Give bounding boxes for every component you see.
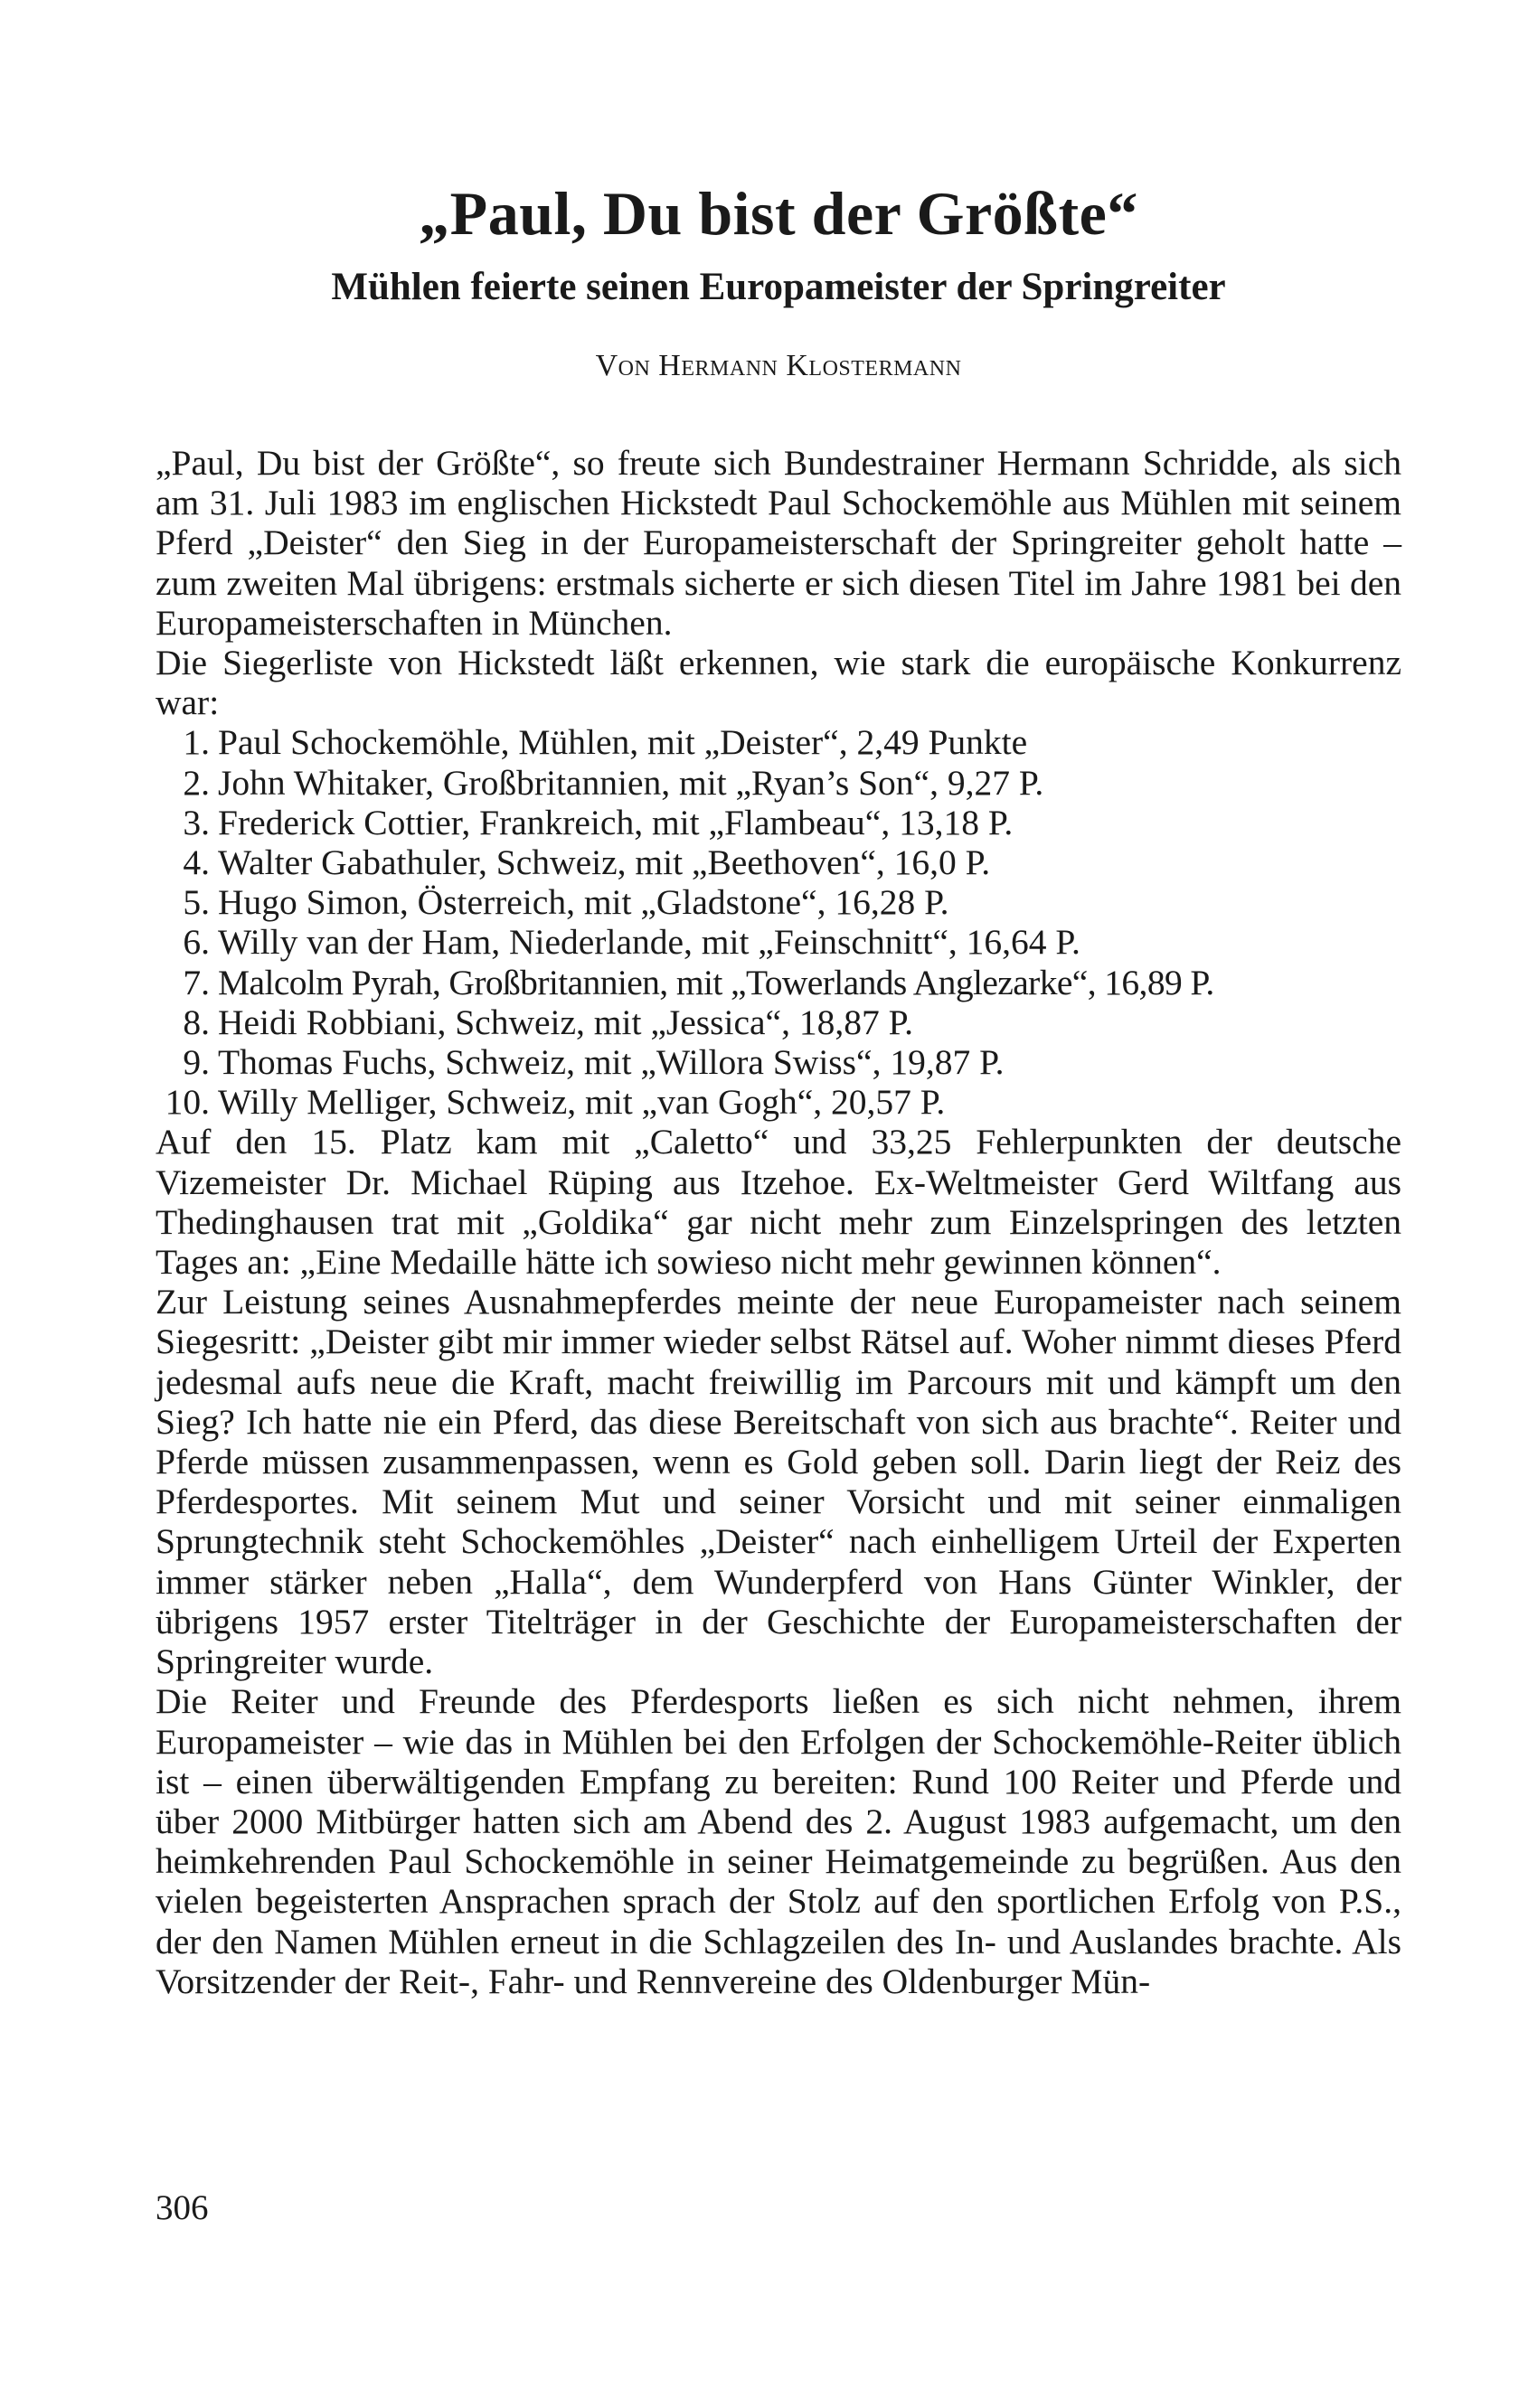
result-text: Heidi Robbiani, Schweiz, mit „Jessica“, 18,87 P. [218,1002,914,1042]
reception-paragraph: Die Reiter und Freunde des Pferdesports ließen es sich nicht nehmen, ihrem Europameister – wie das in Mühlen bei den Erfolgen der Schockemöhle-Reiter üblich ist – einen überwältigenden Empfang zu bereiten: Rund 100 Reiter und Pferde und über 2000 Mitbürger hatten sich am Abend des 2. August 1983 aufgemacht, um den heimkehrenden Paul Schockemöhle in seiner Heimatgemeinde zu begrüßen. Aus den vielen begeisterten Ansprachen sprach der Stolz auf den sportlichen Erfolg von P.S., der den Namen Mühlen erneut in die Schlagzeilen des In- und Auslandes brachte. Als Vorsitzender der Reit-, Fahr- und Rennvereine des Oldenburger Mün- [156,1681,1401,2001]
result-rank: 2. [183,762,210,803]
result-rank: 4. [183,842,210,883]
article-byline: Von Hermann Klostermann [595,349,962,382]
article-body [156,443,1401,2001]
result-text: Malcolm Pyrah, Großbritannien, mit „Towerlands Anglezarke“, 16,89 P. [218,962,1214,1002]
result-rank: 10. [165,1082,210,1123]
list-item [156,922,1401,962]
list-item [156,803,1401,842]
page-number: 306 [156,2188,209,2227]
result-rank: 3. [183,802,210,842]
intro-paragraph: „Paul, Du bist der Größte“, so freute sich Bundestrainer Hermann Schridde, als sich am 31. Juli 1983 im englischen Hickstedt Paul Schockemöhle aus Mühlen mit seinem Pferd „Deister“ den Sieg in der Europameisterschaft der Springreiter geholt hatte – zum zweiten Mal übrigens: erstmals sicherte er sich diesen Titel im Jahre 1981 bei den Europameisterschaften in München. [156,443,1401,643]
result-text: Willy Melliger, Schweiz, mit „van Gogh“, 20,57 P. [218,1082,946,1123]
result-text: Paul Schockemöhle, Mühlen, mit „Deister“, 2,49 Punkte [218,722,1028,763]
result-rank: 9. [183,1042,210,1083]
placement-paragraph: Auf den 15. Platz kam mit „Caletto“ und 33,25 Fehlerpunkten der deutsche Vizemeister Dr. Michael Rüping aus Itzehoe. Ex-Weltmeister Gerd Wiltfang aus Thedinghausen trat mit „Goldika“ gar nicht mehr zum Einzelspringen des letzten Tages an: „Eine Medaille hätte ich sowieso nicht mehr gewinnen können“. [156,1122,1401,1283]
result-text: Frederick Cottier, Frankreich, mit „Flambeau“, 13,18 P. [218,802,1014,842]
list-item [156,1002,1401,1042]
result-text: Walter Gabathuler, Schweiz, mit „Beethoven“, 16,0 P. [218,842,991,883]
result-rank: 1. [183,722,210,763]
document-page [156,0,1401,2408]
list-item [156,1082,1401,1122]
result-text: Hugo Simon, Österreich, mit „Gladstone“, 16,28 P. [218,882,949,923]
list-item [156,882,1401,922]
list-item [156,963,1401,1002]
list-item [156,842,1401,882]
article-title: „Paul, Du bist der Größte“ [419,179,1138,248]
result-rank: 6. [183,922,210,963]
results-intro-paragraph: Die Siegerliste von Hickstedt läßt erkennen, wie stark die europäische Konkurrenz war: [156,643,1401,723]
list-item [156,1042,1401,1082]
article-subtitle: Mühlen feierte seinen Europameister der Springreiter [331,266,1226,308]
results-list [156,722,1401,1122]
result-text: Willy van der Ham, Niederlande, mit „Feinschnitt“, 16,64 P. [218,922,1080,963]
list-item [156,722,1401,762]
result-rank: 8. [183,1002,210,1042]
result-rank: 7. [183,962,210,1002]
performance-paragraph: Zur Leistung seines Ausnahmepferdes meinte der neue Europameister nach seinem Siegesritt: „Deister gibt mir immer wieder selbst Rätsel auf. Woher nimmt dieses Pferd jedesmal aufs neue die Kraft, macht freiwillig im Parcours mit und kämpft um den Sieg? Ich hatte nie ein Pferd, das diese Bereitschaft von sich aus brachte“. Reiter und Pferde müssen zusammenpassen, wenn es Gold geben soll. Darin liegt der Reiz des Pferdesportes. Mit seinem Mut und seiner Vorsicht und mit seiner einmaligen Sprungtechnik steht Schockemöhles „Deister“ nach einhelligem Urteil der Experten immer stärker neben „Halla“, dem Wunderpferd von Hans Günter Winkler, der übrigens 1957 erster Titelträger in der Geschichte der Europameisterschaften der Springreiter wurde. [156,1282,1401,1682]
result-text: John Whitaker, Großbritannien, mit „Ryan’s Son“, 9,27 P. [218,762,1044,803]
result-rank: 5. [183,882,210,923]
list-item [156,763,1401,803]
result-text: Thomas Fuchs, Schweiz, mit „Willora Swiss“, 19,87 P. [218,1042,1005,1083]
